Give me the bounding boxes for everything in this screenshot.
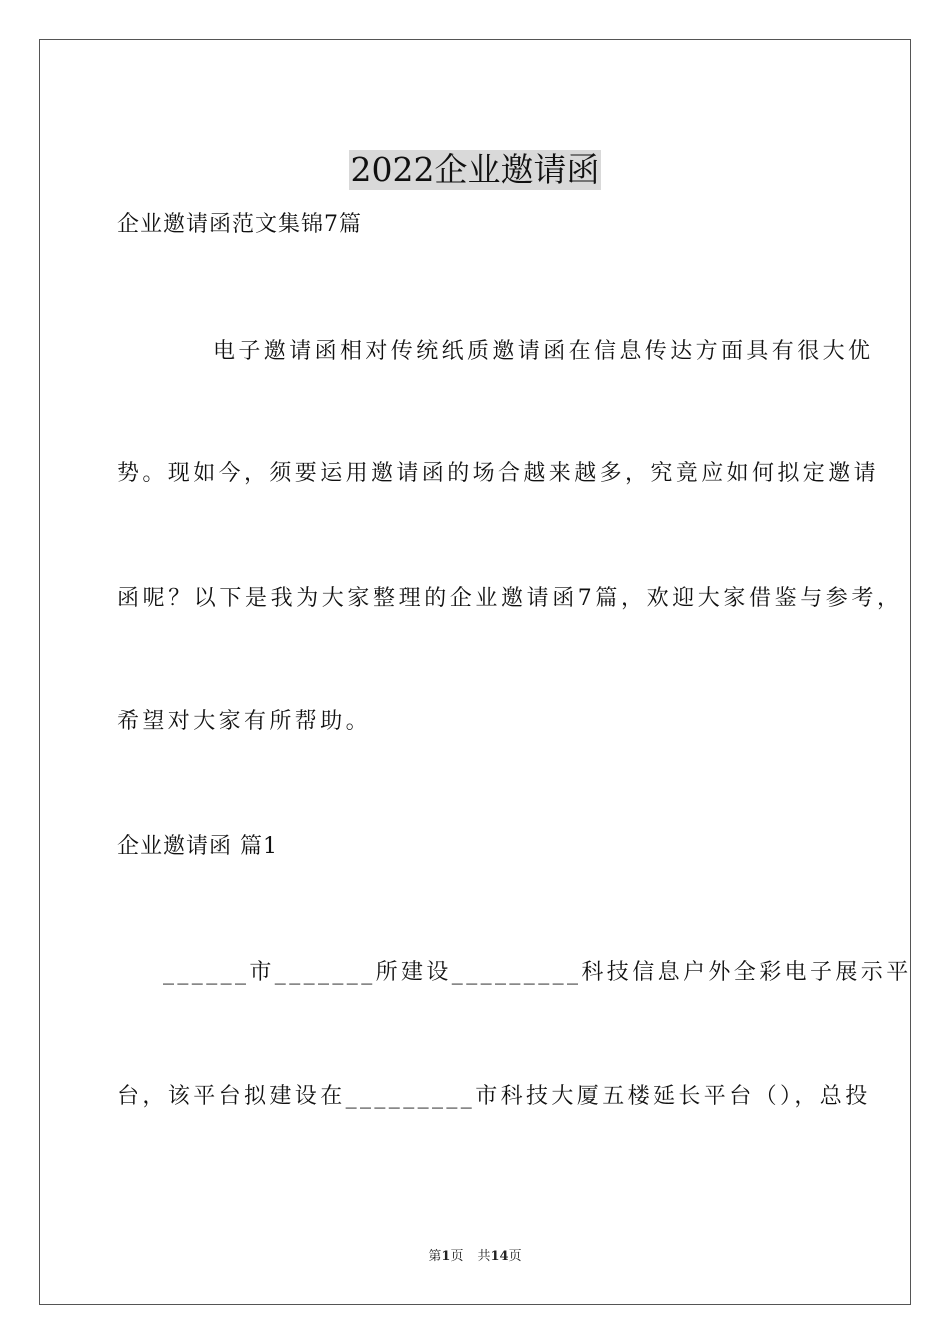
footer-total-suffix: 页 [508,1249,522,1264]
title-container [0,128,950,212]
intro-line-3: 函呢？以下是我为大家整理的企业邀请函7篇，欢迎大家借鉴与参考， [117,586,903,611]
page-footer [0,1248,950,1266]
footer-page-suffix: 页 [450,1249,464,1264]
document-subtitle: 企业邀请函范文集锦7篇 [117,212,362,237]
intro-line-4: 希望对大家有所帮助。 [117,709,372,734]
footer-total-prefix: 共 [477,1249,491,1264]
footer-page-total: 14 [490,1249,509,1264]
intro-line-1: 电子邀请函相对传统纸质邀请函在信息传达方面具有很大优 [213,339,874,364]
document-title: 2022企业邀请函 [350,150,600,190]
footer-page-current: 1 [441,1249,451,1264]
body-line-1: ______市_______所建设_________科技信息户外全彩电子展示平 [163,960,912,985]
section-heading: 企业邀请函 篇1 [117,834,278,859]
body-line-2: 台，该平台拟建设在_________市科技大厦五楼延长平台（），总投 [117,1084,871,1109]
footer-page-prefix: 第 [428,1249,442,1264]
intro-line-2: 势。现如今，须要运用邀请函的场合越来越多，究竟应如何拟定邀请 [117,461,880,486]
